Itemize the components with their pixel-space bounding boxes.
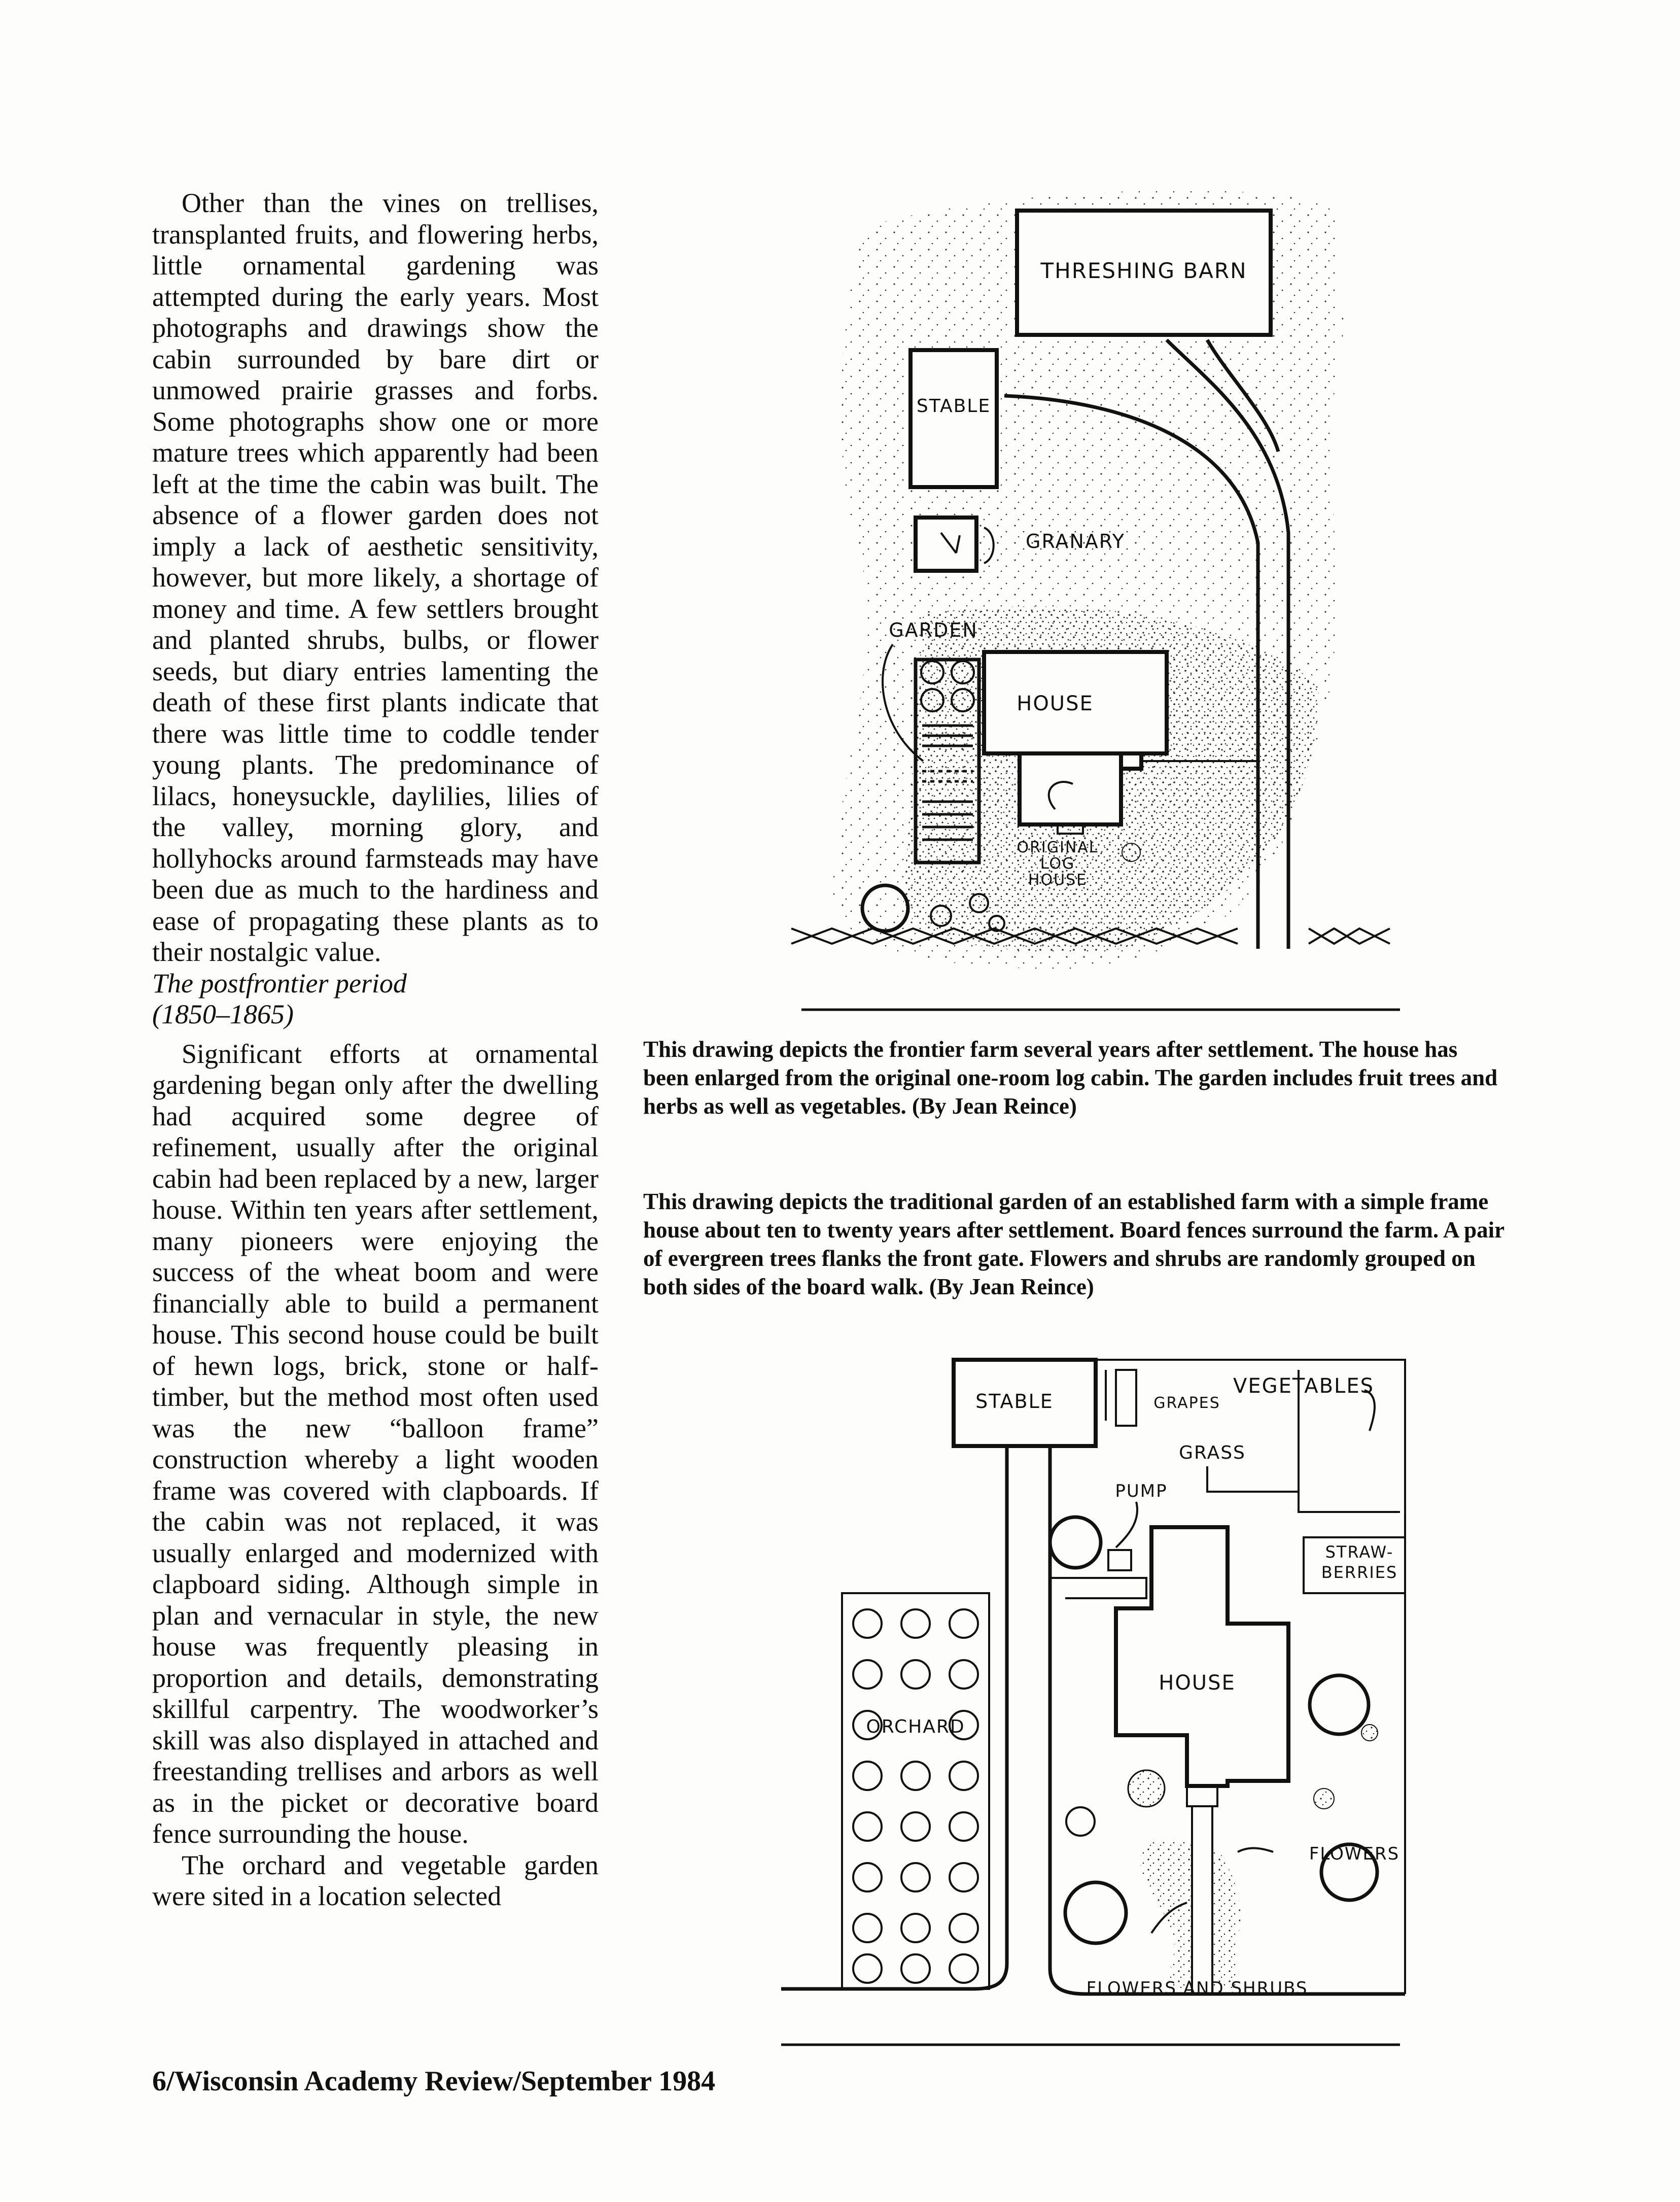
page-folio: 6/Wisconsin Academy Review/September 1984 <box>152 2066 716 2097</box>
strawberries-label-2: BERRIES <box>1321 1563 1398 1582</box>
house-label: HOUSE <box>1017 692 1094 715</box>
threshing-barn-label: THRESHING BARN <box>1040 258 1247 283</box>
board-walk <box>1192 1806 1212 1994</box>
pump-label: PUMP <box>1115 1481 1168 1501</box>
grass-label: GRASS <box>1179 1442 1246 1463</box>
figure-1-caption: This drawing depicts the frontier farm several years after settlement. The house has been enlarged from the original one-room log cabin. The garden includes fruit trees and herbs as well as vegetables. (By Jean Reince) <box>643 1037 1498 1119</box>
strawberries-label-1: STRAW- <box>1325 1542 1394 1562</box>
section-heading <box>152 968 599 1030</box>
walk-to-pump <box>1050 1578 1146 1598</box>
orchard-label: ORCHARD <box>866 1716 965 1737</box>
granary <box>916 518 976 571</box>
house-step <box>1121 753 1141 769</box>
garden-label: GARDEN <box>889 619 978 641</box>
vegetables-label: VEGETABLES <box>1233 1374 1374 1398</box>
established-farm-drawing <box>741 1339 1430 2050</box>
log-label: LOG <box>1040 855 1075 873</box>
house <box>1116 1527 1288 1786</box>
grapes-label: GRAPES <box>1153 1394 1220 1412</box>
original-log-house <box>1020 753 1121 824</box>
original-label: ORIGINAL <box>1017 839 1099 856</box>
section-heading-dates: (1850–1865) <box>152 999 294 1029</box>
flowers-and-shrubs-label: FLOWERS AND SHRUBS <box>1086 1978 1308 1999</box>
rail-fence-right <box>1309 928 1390 944</box>
paragraph-1: Other than the vines on trellises, transplanted fruits, and flowering herbs, little ornamental gardening was attempted during the early years. Most photographs and drawings show the cabin surrounded by bare dirt or unmowed prairie grasses and forbs. Some photographs show one or more mature trees which apparently had been left at the time the cabin was built. The absence of a flower garden does not imply a lack of aesthetic sensitivity, however, but more likely, a shortage of money and time. A few settlers brought and planted shrubs, bulbs, or flower seeds, but diary entries lamenting the death of these first plants indicate that there was little time to coddle tender young plants. The predominance of lilacs, honeysuckle, daylilies, lilies of the valley, morning glory, and hollyhocks around farmsteads may have been due as much to the hardiness and ease of propagating these plants as to their nostalgic value. <box>152 188 599 967</box>
orchard-trees <box>853 1609 978 1983</box>
house-label-sub: HOUSE <box>1028 871 1088 889</box>
figure-2-caption: This drawing depicts the traditional garden of an established farm with a simple frame house about ten to twenty years after settlement. Board fences surround the farm. A pair of evergreen trees flanks the front gate. Flowers and shrubs are randomly grouped on both sides of the board walk. (By Jean Reince) <box>643 1189 1504 1299</box>
paragraph-3: The orchard and vegetable garden were sited in a location selected <box>152 1849 599 1911</box>
grape-arbor <box>1116 1370 1136 1426</box>
flowers-arrow-right <box>1238 1848 1273 1852</box>
stable <box>911 350 997 487</box>
granary-label: GRANARY <box>1026 530 1125 553</box>
stable-label: STABLE <box>975 1390 1054 1413</box>
pump-arrow <box>1116 1502 1137 1547</box>
house-step <box>1187 1786 1217 1806</box>
frontier-farm-drawing <box>771 178 1430 1015</box>
paragraph-2: Significant efforts at ornamental gardening began only after the dwelling had acquired some degree of refinement, usually after the original cabin had been replaced by a new, larger house. Within ten years after settlement, many pioneers were enjoying the success of the wheat boom and were financially able to build a permanent house. This second house could be built of hewn logs, brick, stone or half-timber, but the method most often used was the new “balloon frame” construction whereby a light wooden frame was covered with clapboards. If the cabin was not replaced, it was usually enlarged and modernized with clapboard siding. Although simple in plan and vernacular in style, the new house was frequently pleasing in proportion and details, demonstrating skillful carpentry. The woodworker’s skill was also displayed in attached and freestanding trellises and arbors as well as in the picket or decorative board fence surrounding the house. <box>152 1038 599 1849</box>
house-label: HOUSE <box>1159 1671 1236 1695</box>
flowers-label: FLOWERS <box>1309 1844 1400 1864</box>
pump-tree <box>1050 1517 1101 1568</box>
section-heading-title: The postfrontier period <box>152 968 407 999</box>
article-body <box>152 188 599 1912</box>
stable-label: STABLE <box>916 396 991 417</box>
pump <box>1108 1550 1131 1570</box>
